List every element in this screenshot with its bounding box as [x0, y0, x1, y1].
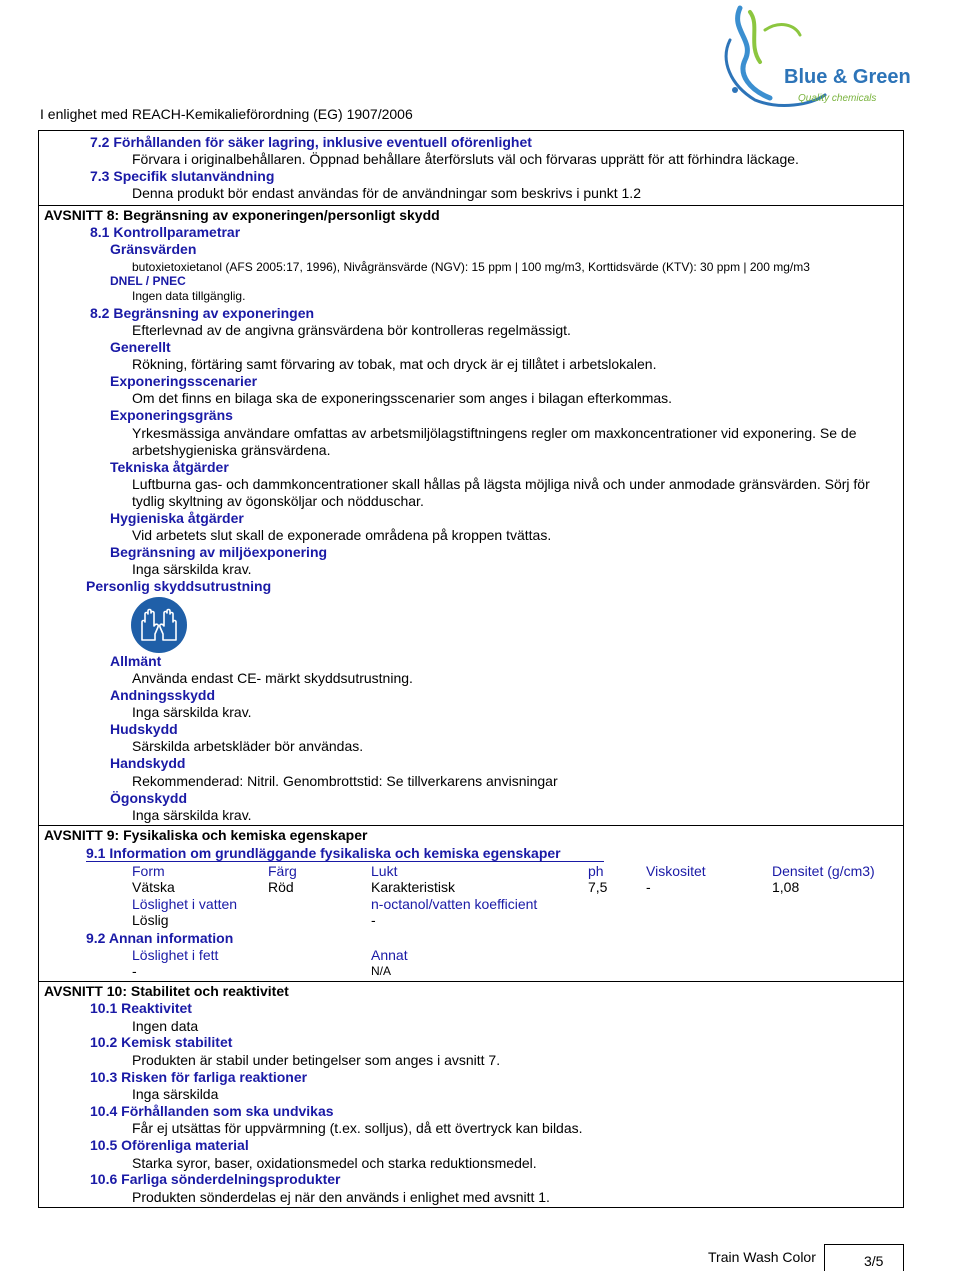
s104-title: 10.4 Förhållanden som ska undvikas — [90, 1103, 334, 1119]
prop-header-color: Färg — [268, 863, 297, 879]
s82-text: Efterlevnad av de angivna gränsvärdena bör kontrolleras regelmässigt. — [132, 322, 571, 338]
s72-text: Förvara i originalbehållaren. Öppnad behållare återförsluts väl och förvaras upprätt för att förhindra läckage. — [132, 151, 799, 167]
water-solubility-value: Löslig — [132, 912, 169, 928]
eye-text: Inga särskilda krav. — [132, 807, 252, 823]
divider — [38, 981, 904, 982]
s81-title: 8.1 Kontrollparametrar — [90, 224, 241, 240]
s105-title: 10.5 Oförenliga material — [90, 1137, 249, 1153]
hand-label: Handskydd — [110, 755, 186, 771]
regulation-header: I enlighet med REACH-Kemikalieförordning (EG) 1907/2006 — [40, 106, 413, 122]
s91-title: 9.1 Information om grundläggande fysikaliska och kemiska egenskaper — [86, 845, 561, 861]
general-label: Generellt — [110, 339, 171, 355]
company-logo — [700, 0, 930, 112]
page-number: 3/5 — [864, 1253, 884, 1269]
divider — [38, 205, 904, 206]
s102-text: Produkten är stabil under betingelser som anges i avsnitt 7. — [132, 1052, 501, 1068]
ppe-general-label: Allmänt — [110, 653, 162, 669]
logo-tagline: Quality chemicals — [798, 93, 877, 104]
hand-text: Rekommenderad: Nitril. Genombrottstid: Se tillverkarens anvisningar — [132, 773, 558, 789]
s106-title: 10.6 Farliga sönderdelningsprodukter — [90, 1171, 341, 1187]
technical-measures-text: Luftburna gas- och dammkoncentrationer skall hållas på lägsta möjliga nivå och under anmodade gränsvärden. Sörj för tydlig skyltning av ögonsköljar och nödduschar. — [132, 476, 870, 509]
respiratory-text: Inga särskilda krav. — [132, 704, 252, 720]
eye-label: Ögonskydd — [110, 790, 188, 806]
s102-title: 10.2 Kemisk stabilitet — [90, 1034, 233, 1050]
s73-text: Denna produkt bör endast användas för de användningar som beskrivs i punkt 1.2 — [132, 185, 641, 201]
skin-label: Hudskydd — [110, 721, 178, 737]
hygiene-label: Hygieniska åtgärder — [110, 510, 244, 526]
divider — [38, 825, 904, 826]
footer-product-name: Train Wash Color — [708, 1249, 816, 1265]
s10-heading: AVSNITT 10: Stabilitet och reaktivitet — [44, 983, 289, 999]
s106-text: Produkten sönderdelas ej när den används i enlighet med avsnitt 1. — [132, 1189, 550, 1205]
respiratory-label: Andningsskydd — [110, 687, 216, 703]
protective-gloves-icon — [130, 596, 188, 654]
scenario-label: Exponeringsscenarier — [110, 373, 258, 389]
s8-heading: AVSNITT 8: Begränsning av exponeringen/personligt skydd — [44, 207, 440, 223]
prop-header-form: Form — [132, 863, 165, 879]
skin-text: Särskilda arbetskläder bör användas. — [132, 738, 364, 754]
s101-title: 10.1 Reaktivitet — [90, 1000, 192, 1016]
prop-value-color: Röd — [268, 879, 294, 895]
dnel-label: DNEL / PNEC — [110, 274, 186, 288]
s104-text: Får ej utsättas för uppvärmning (t.ex. solljus), då ett övertryck kan bildas. — [132, 1120, 583, 1136]
prop-value-viscosity: - — [646, 879, 651, 895]
s105-text: Starka syror, baser, oxidationsmedel och starka reduktionsmedel. — [132, 1155, 537, 1171]
s101-text: Ingen data — [132, 1018, 199, 1034]
octanol-value: - — [371, 912, 376, 928]
octanol-label: n-octanol/vatten koefficient — [371, 896, 538, 912]
ppe-general-text: Använda endast CE- märkt skyddsutrustning. — [132, 670, 413, 686]
logo-brand: Blue & Green — [784, 66, 911, 88]
s103-text: Inga särskilda — [132, 1086, 219, 1102]
dnel-text: Ingen data tillgänglig. — [132, 289, 246, 303]
prop-value-odor: Karakteristisk — [371, 879, 456, 895]
s91-underline — [86, 861, 604, 862]
s92-title: 9.2 Annan information — [86, 930, 234, 946]
technical-measures-label: Tekniska åtgärder — [110, 459, 229, 475]
prop-value-density: 1,08 — [772, 879, 800, 895]
scenario-text: Om det finns en bilaga ska de exponeringsscenarier som anges i bilagan efterkommas. — [132, 390, 673, 406]
environment-text: Inga särskilda krav. — [132, 561, 252, 577]
other-label: Annat — [371, 947, 408, 963]
s72-title: 7.2 Förhållanden för säker lagring, inklusive eventuell oförenlighet — [90, 134, 532, 150]
hygiene-text: Vid arbetets slut skall de exponerade områdena på kroppen tvättas. — [132, 527, 552, 543]
s82-title: 8.2 Begränsning av exponeringen — [90, 305, 315, 321]
general-text: Rökning, förtäring samt förvaring av tobak, mat och dryck är ej tillåtet i arbetslokalen. — [132, 356, 657, 372]
environment-label: Begränsning av miljöexponering — [110, 544, 328, 560]
water-solubility-label: Löslighet i vatten — [132, 896, 238, 912]
exposure-limit-text: Yrkesmässiga användare omfattas av arbetsmiljölagstiftningens regler om maxkoncentrationer vid exponering. Se de arbetshygieniska gränsvärdena. — [132, 425, 857, 458]
fat-solubility-value: - — [132, 963, 137, 979]
ppe-label: Personlig skyddsutrustning — [86, 578, 272, 594]
s103-title: 10.3 Risken för farliga reaktioner — [90, 1069, 308, 1085]
s9-heading: AVSNITT 9: Fysikaliska och kemiska egenskaper — [44, 827, 368, 843]
prop-header-odor: Lukt — [371, 863, 398, 879]
prop-header-viscosity: Viskositet — [646, 863, 706, 879]
limits-text: butoxietoxietanol (AFS 2005:17, 1996), Nivågränsvärde (NGV): 15 ppm | 100 mg/m3, Korttidsvärde (KTV): 30 ppm | 200 mg/m3 — [132, 260, 810, 274]
prop-header-density: Densitet (g/cm3) — [772, 863, 875, 879]
fat-solubility-label: Löslighet i fett — [132, 947, 219, 963]
other-value: N/A — [371, 964, 392, 978]
limits-label: Gränsvärden — [110, 241, 197, 257]
prop-header-ph: ph — [588, 863, 604, 879]
prop-value-ph: 7,5 — [588, 879, 608, 895]
s73-title: 7.3 Specifik slutanvändning — [90, 168, 275, 184]
exposure-limit-label: Exponeringsgräns — [110, 407, 233, 423]
prop-value-form: Vätska — [132, 879, 175, 895]
